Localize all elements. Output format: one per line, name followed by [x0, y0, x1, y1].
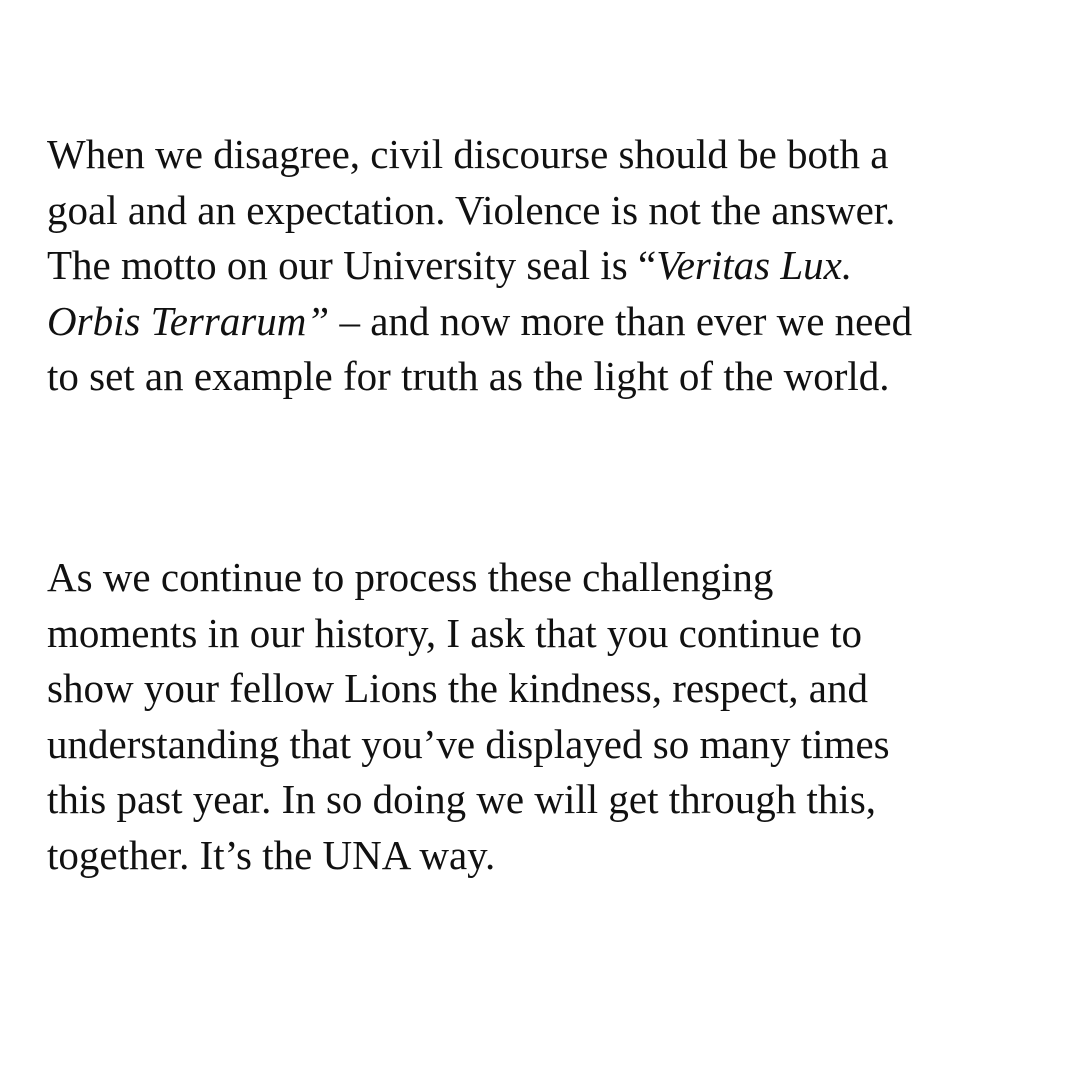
- text-line: [47, 661, 890, 717]
- text-line: [47, 294, 912, 350]
- motto-text: Veritas Lux.: [656, 242, 853, 289]
- text-line: [47, 772, 890, 828]
- motto-text: Orbis Terrarum”: [47, 297, 330, 344]
- text-line: [47, 606, 890, 662]
- text-line: [47, 717, 890, 773]
- text-run: show your fellow Lions the kindness, respect, and: [47, 665, 868, 712]
- text-run: goal and an expectation. Violence is not the answer.: [47, 186, 896, 233]
- text-run: together. It’s the UNA way.: [47, 831, 496, 878]
- text-line: [47, 238, 912, 294]
- text-line: [47, 828, 890, 884]
- text-run: moments in our history, I ask that you continue to: [47, 609, 862, 656]
- text-run: – and now more than ever we need: [329, 297, 913, 344]
- text-line: [47, 349, 912, 405]
- paragraph-civil-discourse: [47, 127, 912, 405]
- text-run: to set an example for truth as the light of the world.: [47, 353, 890, 400]
- text-run: When we disagree, civil discourse should be both a: [47, 131, 889, 177]
- text-line: [47, 183, 912, 239]
- text-line: [47, 550, 890, 606]
- text-run: this past year. In so doing we will get through this,: [47, 776, 877, 823]
- text-run: understanding that you’ve displayed so many times: [47, 720, 890, 767]
- text-line: [47, 127, 912, 183]
- paragraph-una-way: [47, 550, 890, 884]
- text-run: As we continue to process these challenging: [47, 554, 774, 600]
- text-run: The motto on our University seal is “: [47, 242, 657, 289]
